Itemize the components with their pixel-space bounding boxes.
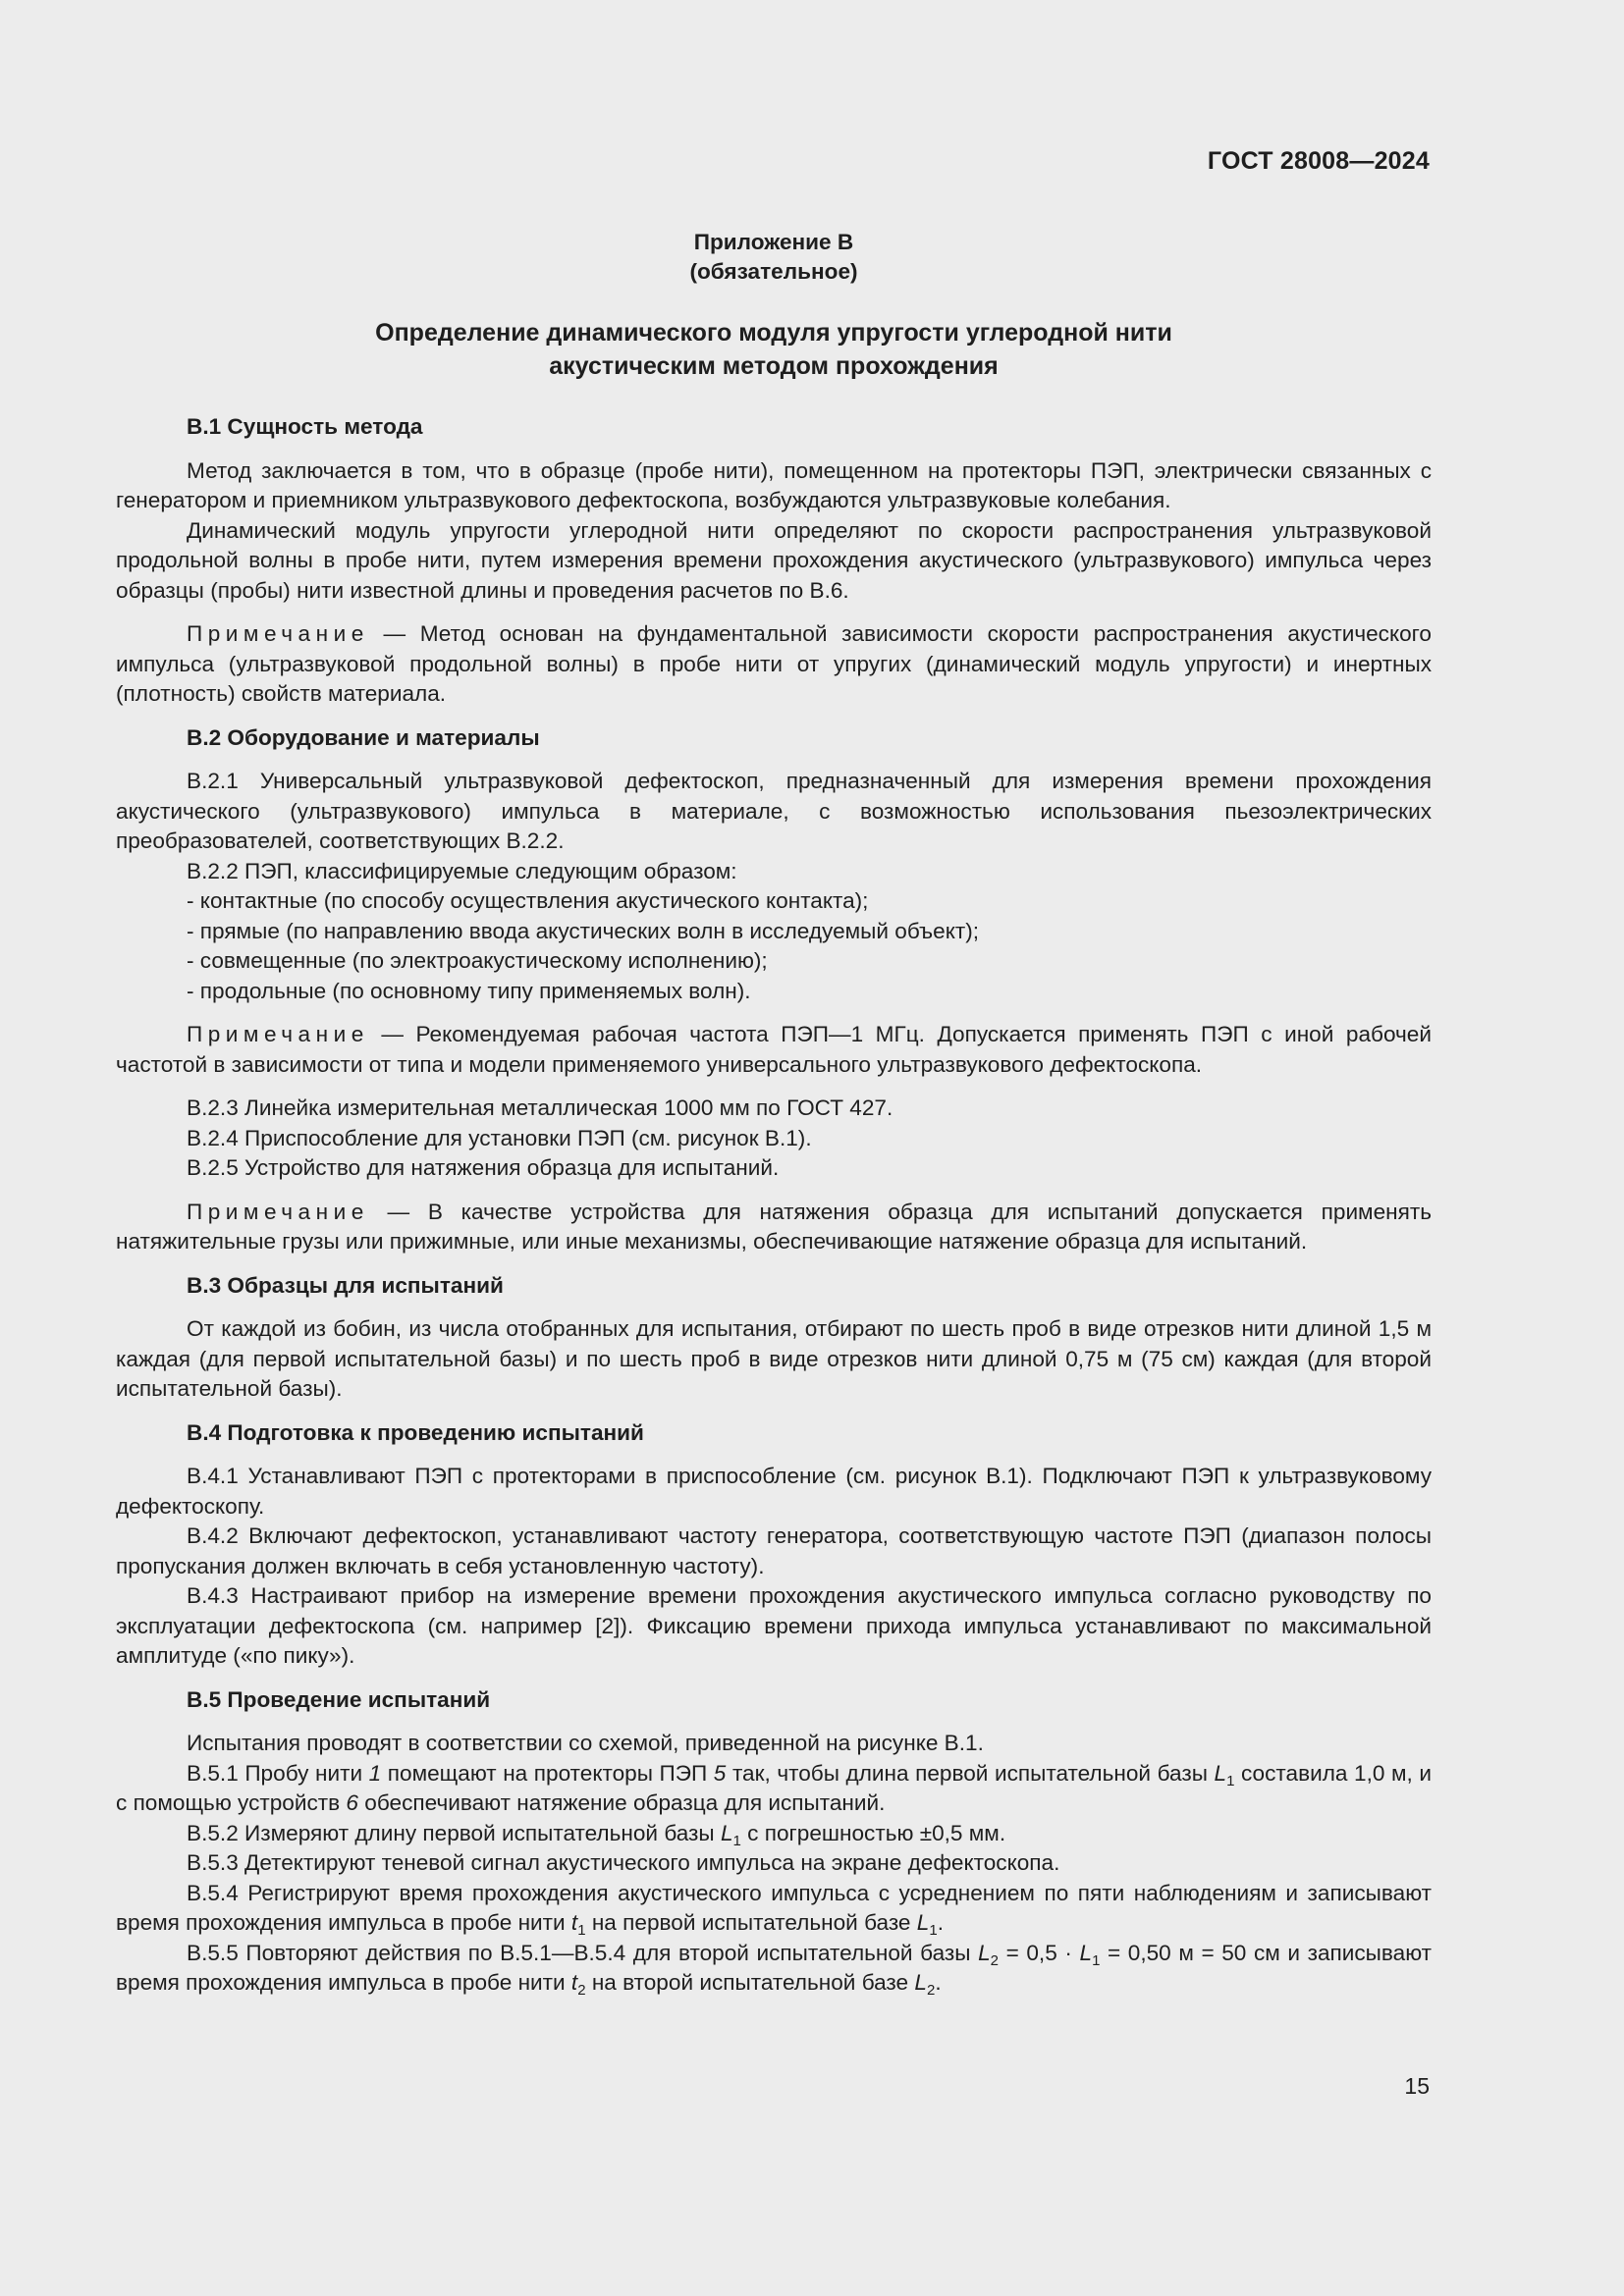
list-item: - продольные (по основному типу применяемых волн). [187, 978, 751, 1003]
page-number: 15 [1404, 2073, 1430, 2099]
list-item: - совмещенные (по электроакустическому исполнению); [187, 948, 768, 973]
note [116, 1020, 1432, 1080]
paragraph: Испытания проводят в соответствии со схемой, приведенной на рисунке В.1. [187, 1731, 984, 1755]
note [116, 619, 1432, 710]
note-label: Примечание [187, 1199, 369, 1224]
section-heading-b4: В.4 Подготовка к проведению испытаний [187, 1419, 644, 1445]
paragraph: В.2.3 Линейка измерительная металлическая 1000 мм по ГОСТ 427. [187, 1095, 893, 1120]
section-heading-b2: В.2 Оборудование и материалы [187, 724, 540, 750]
note-text: — Рекомендуемая рабочая частота ПЭП—1 МГц. Допускается применять ПЭП с иной рабочей частотой в зависимости от типа и модели применяемого универсального ультразвукового дефектоскопа. [116, 1022, 1432, 1077]
note-text: — В качестве устройства для натяжения образца для испытаний допускается применять натяжительные грузы или прижимные, или иные механизмы, обеспечивающие натяжение образца для испытаний. [116, 1199, 1432, 1254]
paragraph: В.5.4 Регистрируют время прохождения акустического импульса с усреднением по пяти наблюдениям и записывают время прохождения импульса в пробе нити $t_1$ на первой испытательной базе $L_1$. [116, 1880, 1432, 1939]
document-id: ГОСТ 28008—2024 [1207, 147, 1430, 175]
section-heading-b5: В.5 Проведение испытаний [187, 1686, 491, 1712]
annex-label: Приложение В [693, 230, 854, 254]
paragraph: В.5.5 Повторяют действия по В.5.1—В.5.4 для второй испытательной базы $L_2 = 0,5 \cdot L_1 = 0,50$ м = 50 см и записывают время прохождения импульса в пробе нити $t_2$ на второй испытательной базе $L_2$. [116, 1940, 1433, 1999]
list-item: - контактные (по способу осуществления акустического контакта); [187, 888, 869, 913]
annex-title-line-1: Определение динамического модуля упругости углеродной нити [375, 319, 1172, 347]
note-label: Примечание [187, 621, 369, 646]
paragraph: В.2.4 Приспособление для установки ПЭП (см. рисунок В.1). [187, 1125, 812, 1150]
annex-status: (обязательное) [689, 259, 858, 284]
paragraph: В.2.5 Устройство для натяжения образца для испытаний. [187, 1155, 780, 1180]
paragraph: В.5.3 Детектируют теневой сигнал акустического импульса на экране дефектоскопа. [187, 1850, 1060, 1875]
paragraph: В.2.1 Универсальный ультразвуковой дефектоскоп, предназначенный для измерения времени прохождения акустического (ультразвукового) импульса в материале, с возможностью использования пьезоэлектрических преобразователей, соответствующих В.2.2. [116, 769, 1432, 853]
note-label: Примечание [187, 1022, 369, 1046]
note [116, 1198, 1432, 1257]
section-heading-b3: В.3 Образцы для испытаний [187, 1272, 504, 1298]
annex-title [116, 316, 1432, 383]
note-text: — Метод основан на фундаментальной зависимости скорости распространения акустического импульса (ультразвуковой продольной волны) в пробе нити от упругих (динамический модуль упругости) и инертных (плотность) свойств материала. [116, 621, 1432, 706]
list-item: - прямые (по направлению ввода акустических волн в исследуемый объект); [187, 918, 980, 943]
paragraph: Динамический модуль упругости углеродной нити определяют по скорости распространения ультразвуковой продольной волны в пробе нити, путем измерения времени прохождения акустического (ультразвукового) импульса через образцы (пробы) нити известной длины и проведения расчетов по В.6. [116, 517, 1432, 603]
paragraph: В.2.2 ПЭП, классифицируемые следующим образом: [187, 858, 737, 883]
paragraph: От каждой из бобин, из числа отобранных для испытания, отбирают по шесть проб в виде отрезков нити длиной 1,5 м каждая (для первой испытательной базы) и по шесть проб в виде отрезков нити длиной 0,75 м (75 см) каждая (для второй испытательной базы). [116, 1316, 1432, 1401]
annex-title-line-2: акустическим методом прохождения [549, 352, 999, 380]
paragraph: Метод заключается в том, что в образце (пробе нити), помещенном на протекторы ПЭП, электрически связанных с генератором и приемником ультразвукового дефектоскопа, возбуждаются ультразвуковые колебания. [116, 457, 1432, 512]
paragraph: В.4.1 Устанавливают ПЭП с протекторами в приспособление (см. рисунок В.1). Подключают ПЭП к ультразвуковому дефектоскопу. [116, 1464, 1432, 1519]
paragraph: В.4.2 Включают дефектоскоп, устанавливают частоту генератора, соответствующую частоте ПЭП (диапазон полосы пропускания должен включать в себя установленную частоту). [116, 1523, 1432, 1578]
paragraph: В.5.1 Пробу нити 1 помещают на протекторы ПЭП 5 так, чтобы длина первой испытательной базы $L_1$ составила 1,0 м, и с помощью устройств 6 обеспечивают натяжение образца для испытаний. [116, 1760, 1432, 1815]
paragraph: В.4.3 Настраивают прибор на измерение времени прохождения акустического импульса согласно руководству по эксплуатации дефектоскопа (см. например [2]). Фиксацию времени прихода импульса устанавливают по максимальной амплитуде («по пику»). [116, 1583, 1432, 1668]
page-content [116, 228, 1432, 1999]
paragraph: В.5.2 Измеряют длину первой испытательной базы $L_1$ с погрешностью ±0,5 мм. [187, 1820, 1006, 1849]
section-heading-b1: В.1 Сущность метода [187, 414, 423, 439]
